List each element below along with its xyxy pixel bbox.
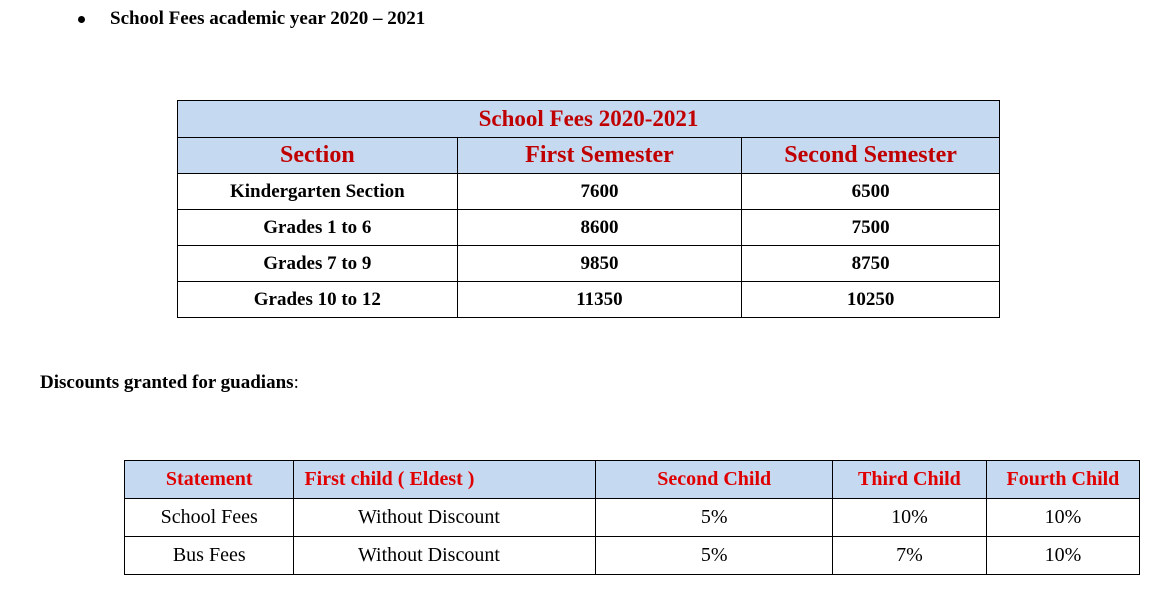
second-child-cell: 5% xyxy=(596,499,833,537)
table-header-row xyxy=(125,461,1140,499)
fourth-child-cell: 10% xyxy=(986,537,1139,575)
section-heading xyxy=(78,6,425,32)
table-title: School Fees 2020-2021 xyxy=(178,101,1000,138)
first-child-cell: Without Discount xyxy=(294,499,596,537)
statement-cell: School Fees xyxy=(125,499,294,537)
column-header-first-child: First child ( Eldest ) xyxy=(294,461,596,499)
second-semester-cell: 6500 xyxy=(742,174,1000,210)
first-semester-cell: 7600 xyxy=(457,174,742,210)
second-semester-cell: 10250 xyxy=(742,282,1000,318)
first-child-cell: Without Discount xyxy=(294,537,596,575)
column-header-first-semester: First Semester xyxy=(457,138,742,174)
first-semester-cell: 11350 xyxy=(457,282,742,318)
column-header-fourth-child: Fourth Child xyxy=(986,461,1139,499)
heading-text: School Fees academic year 2020 – 2021 xyxy=(110,8,426,29)
table-header-row xyxy=(178,138,1000,174)
discounts-label xyxy=(40,372,299,394)
column-header-statement: Statement xyxy=(125,461,294,499)
table-row xyxy=(125,537,1140,575)
first-semester-cell: 9850 xyxy=(457,246,742,282)
column-header-section: Section xyxy=(178,138,458,174)
bullet-icon xyxy=(78,16,85,23)
discounts-label-colon: : xyxy=(293,372,299,393)
table-row xyxy=(178,246,1000,282)
column-header-third-child: Third Child xyxy=(833,461,987,499)
discounts-table xyxy=(124,460,1140,575)
third-child-cell: 7% xyxy=(833,537,987,575)
table-row xyxy=(178,210,1000,246)
section-cell: Grades 1 to 6 xyxy=(178,210,458,246)
fourth-child-cell: 10% xyxy=(986,499,1139,537)
second-semester-cell: 7500 xyxy=(742,210,1000,246)
section-cell: Kindergarten Section xyxy=(178,174,458,210)
table-title-row xyxy=(178,101,1000,138)
first-semester-cell: 8600 xyxy=(457,210,742,246)
table-row xyxy=(178,282,1000,318)
table-row xyxy=(125,499,1140,537)
statement-cell: Bus Fees xyxy=(125,537,294,575)
table-row xyxy=(178,174,1000,210)
column-header-second-child: Second Child xyxy=(596,461,833,499)
discounts-label-text: Discounts granted for guadians xyxy=(40,372,294,393)
second-semester-cell: 8750 xyxy=(742,246,1000,282)
section-cell: Grades 10 to 12 xyxy=(178,282,458,318)
column-header-second-semester: Second Semester xyxy=(742,138,1000,174)
third-child-cell: 10% xyxy=(833,499,987,537)
second-child-cell: 5% xyxy=(596,537,833,575)
school-fees-table xyxy=(177,100,1000,318)
section-cell: Grades 7 to 9 xyxy=(178,246,458,282)
